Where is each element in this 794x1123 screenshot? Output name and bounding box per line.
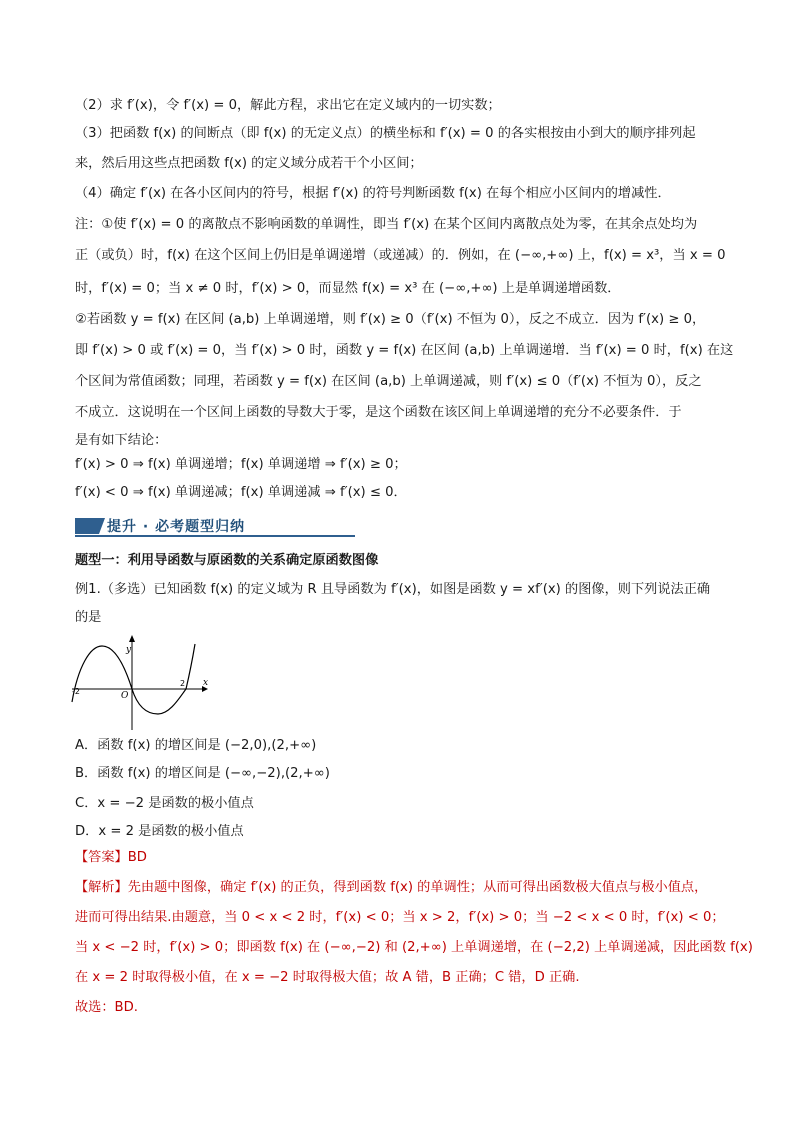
- text-line: 不成立．这说明在一个区间上函数的导数大于零，是这个函数在该区间上单调递增的充分不必要条件．于: [75, 405, 682, 420]
- y-axis-arrow-icon: [129, 635, 135, 642]
- text-line: （4）确定 f′(x) 在各小区间内的符号，根据 f′(x) 的符号判断函数 f(x) 在每个相应小区间内的增减性．: [75, 186, 671, 201]
- analysis-line: 进而可得出结果.由题意，当 0 < x < 2 时，f′(x) < 0；当 x > 2，f′(x) > 0；当 −2 < x < 0 时，f′(x) < 0；: [75, 910, 725, 925]
- section-banner: [75, 515, 355, 537]
- x-axis-label: x: [203, 678, 209, 688]
- y-axis-label: y: [126, 645, 132, 655]
- analysis-line: 故选：BD.: [75, 1000, 138, 1015]
- banner-label: 提升 · 必考题型归纳: [107, 519, 246, 535]
- text-line: 个区间为常值函数；同理，若函数 y = f(x) 在区间 (a,b) 上单调递减，则 f′(x) ≤ 0（f′(x) 不恒为 0），反之: [75, 374, 702, 389]
- answer-line: 【答案】BD: [75, 850, 147, 865]
- banner-accent-shape: [75, 518, 105, 534]
- text-line: 正（或负）时，f(x) 在这个区间上仍旧是单调递增（或递减）的．例如，在 (−∞,+∞) 上，f(x) = x³，当 x = 0: [75, 248, 726, 263]
- analysis-line: 在 x = 2 时取得极小值，在 x = −2 时取得极大值；故 A 错，B 正确；C 错，D 正确.: [75, 970, 580, 985]
- tick-label-2: 2: [180, 679, 186, 688]
- option-b: B．函数 f(x) 的增区间是 (−∞,−2),(2,+∞): [75, 766, 330, 781]
- text-line: 时，f′(x) = 0；当 x ≠ 0 时，f′(x) > 0，而显然 f(x) = x³ 在 (−∞,+∞) 上是单调递增函数．: [75, 281, 621, 296]
- example-text: 例1.（多选）已知函数 f(x) 的定义域为 R 且导函数为 f′(x)，如图是函数 y = xf′(x) 的图像，则下列说法正确: [75, 582, 711, 597]
- question-type-title: 题型一：利用导函数与原函数的关系确定原函数图像: [75, 553, 379, 568]
- option-c: C．x = −2 是函数的极小值点: [75, 796, 254, 811]
- option-a: A．函数 f(x) 的增区间是 (−2,0),(2,+∞): [75, 738, 317, 753]
- origin-label: O: [121, 691, 129, 701]
- example-text: 的是: [75, 610, 102, 625]
- text-line: （2）求 f′(x)，令 f′(x) = 0，解此方程，求出它在定义域内的一切实数；: [75, 98, 501, 113]
- conclusion-line: f′(x) > 0 ⇒ f(x) 单调递增；f(x) 单调递增 ⇒ f′(x) ≥ 0；: [75, 457, 407, 472]
- banner-rule: [75, 535, 355, 537]
- analysis-line: 当 x < −2 时，f′(x) > 0；即函数 f(x) 在 (−∞,−2) 和 (2,+∞) 上单调递增，在 (−2,2) 上单调递减，因此函数 f(x): [75, 940, 753, 955]
- analysis-line: 【解析】先由题中图像，确定 f′(x) 的正负，得到函数 f(x) 的单调性；从而可得出函数极大值点与极小值点，: [75, 880, 708, 895]
- function-graph: [70, 632, 210, 732]
- text-line: 是有如下结论：: [75, 433, 168, 448]
- text-line: 即 f′(x) > 0 或 f′(x) = 0，当 f′(x) > 0 时，函数 y = f(x) 在区间 (a,b) 上单调递增．当 f′(x) = 0 时，f(x) 在这: [75, 343, 734, 358]
- conclusion-line: f′(x) < 0 ⇒ f(x) 单调递减；f(x) 单调递减 ⇒ f′(x) ≤ 0．: [75, 485, 407, 500]
- option-d: D．x = 2 是函数的极小值点: [75, 824, 244, 839]
- text-line: （3）把函数 f(x) 的间断点（即 f(x) 的无定义点）的横坐标和 f′(x) = 0 的各实根按由小到大的顺序排列起: [75, 126, 696, 141]
- curve-line: [72, 644, 195, 714]
- note-line: 注：①使 f′(x) = 0 的离散点不影响函数的单调性，即当 f′(x) 在某个区间内离散点处为零，在其余点处均为: [75, 217, 698, 232]
- tick-label-neg2: -2: [72, 687, 80, 696]
- text-line: ②若函数 y = f(x) 在区间 (a,b) 上单调递增，则 f′(x) ≥ 0（f′(x) 不恒为 0），反之不成立．因为 f′(x) ≥ 0，: [75, 312, 706, 327]
- text-line: 来，然后用这些点把函数 f(x) 的定义域分成若干个小区间；: [75, 156, 423, 171]
